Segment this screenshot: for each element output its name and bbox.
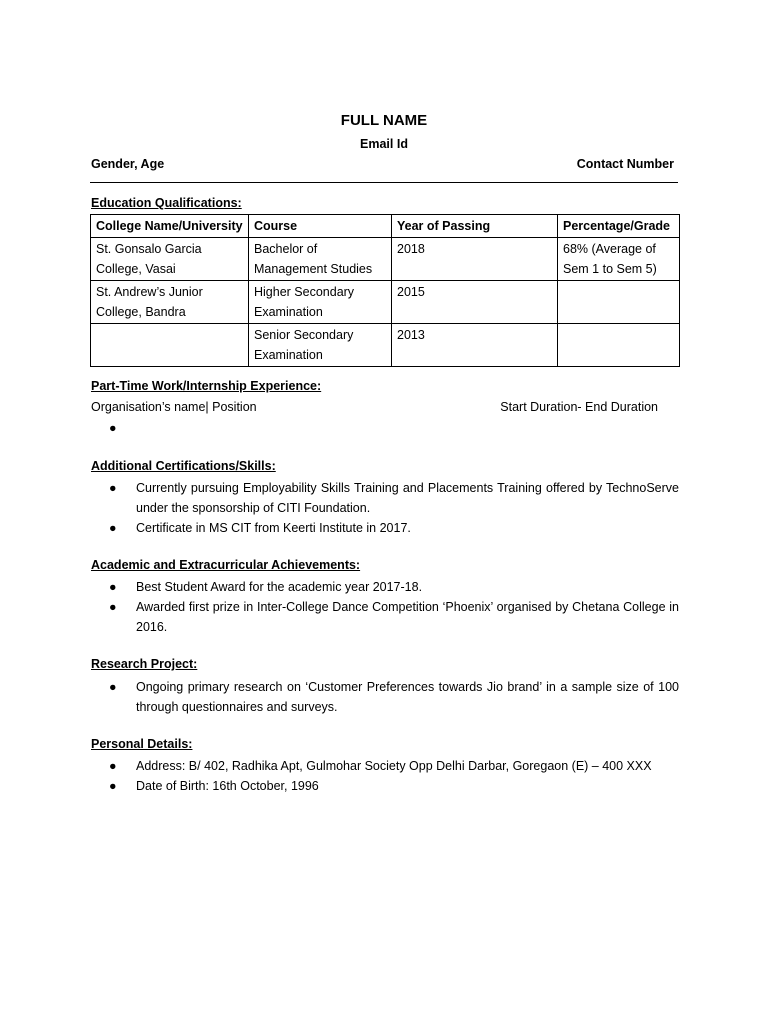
table-cell: Bachelor of Management Studies — [249, 238, 392, 281]
list-item-text: Awarded first prize in Inter-College Dance Competition ‘Phoenix’ organised by Chetana College in 2016. — [136, 600, 679, 634]
column-header: College Name/University — [91, 215, 249, 238]
email-id: Email Id — [360, 137, 408, 151]
column-header: Course — [249, 215, 392, 238]
list-item-text: Currently pursuing Employability Skills Training and Placements Training offered by TechnoServe under the sponsorship of CITI Foundation. — [136, 481, 679, 515]
personal-heading: Personal Details: — [91, 737, 193, 751]
bullet-icon: ● — [109, 680, 117, 694]
certifications-heading: Additional Certifications/Skills: — [91, 459, 276, 473]
list-item-text: Address: B/ 402, Radhika Apt, Gulmohar Society Opp Delhi Darbar, Goregaon (E) – 400 XXX — [136, 759, 652, 773]
list-item-text: Best Student Award for the academic year 2017-18. — [136, 580, 423, 594]
table-cell: 2015 — [392, 281, 558, 324]
achievements-list — [109, 577, 679, 637]
list-item — [109, 518, 679, 538]
personal-list — [109, 756, 679, 796]
list-item — [109, 677, 679, 717]
research-heading: Research Project: — [91, 657, 198, 671]
list-item — [109, 776, 679, 796]
column-header: Percentage/Grade — [558, 215, 680, 238]
list-item-text: Ongoing primary research on ‘Customer Preferences towards Jio brand’ in a sample size of 100 through questionnaires and surveys. — [136, 680, 679, 714]
list-item — [109, 597, 679, 637]
education-table — [90, 214, 680, 367]
table-cell — [91, 324, 249, 367]
list-item — [109, 577, 679, 597]
table-cell: 2013 — [392, 324, 558, 367]
list-item-text: Certificate in MS CIT from Keerti Institute in 2017. — [136, 521, 411, 535]
list-item — [109, 478, 679, 518]
certifications-list — [109, 478, 679, 538]
achievements-heading: Academic and Extracurricular Achievements: — [91, 558, 361, 572]
table-cell: St. Gonsalo Garcia College, Vasai — [91, 238, 249, 281]
column-header: Year of Passing — [392, 215, 558, 238]
work-duration: Start Duration- End Duration — [500, 400, 658, 414]
bullet-icon: ● — [109, 600, 117, 614]
list-item — [109, 756, 679, 776]
bullet-icon: ● — [109, 521, 117, 535]
work-heading: Part-Time Work/Internship Experience: — [91, 379, 322, 393]
bullet-icon: ● — [109, 779, 117, 793]
table-cell: Senior Secondary Examination — [249, 324, 392, 367]
table-row — [91, 324, 680, 367]
bullet-icon: ● — [109, 580, 117, 594]
header-divider — [90, 182, 678, 183]
full-name: FULL NAME — [340, 112, 428, 129]
table-cell — [558, 324, 680, 367]
education-heading: Education Qualifications: — [91, 196, 242, 210]
table-row — [91, 281, 680, 324]
gender-age: Gender, Age — [91, 157, 165, 171]
table-cell: 68% (Average of Sem 1 to Sem 5) — [558, 238, 680, 281]
bullet-icon: ● — [109, 481, 117, 495]
organisation-position: Organisation’s name| Position — [91, 400, 257, 414]
research-list — [109, 677, 679, 717]
contact-number: Contact Number — [576, 157, 674, 171]
table-cell: St. Andrew’s Junior College, Bandra — [91, 281, 249, 324]
table-row — [91, 238, 680, 281]
bullet-icon: ● — [109, 759, 117, 773]
table-cell: 2018 — [392, 238, 558, 281]
bullet-icon: ● — [109, 421, 117, 435]
education-header-row — [91, 215, 680, 238]
table-cell — [558, 281, 680, 324]
list-item-text: Date of Birth: 16th October, 1996 — [136, 779, 319, 793]
table-cell: Higher Secondary Examination — [249, 281, 392, 324]
